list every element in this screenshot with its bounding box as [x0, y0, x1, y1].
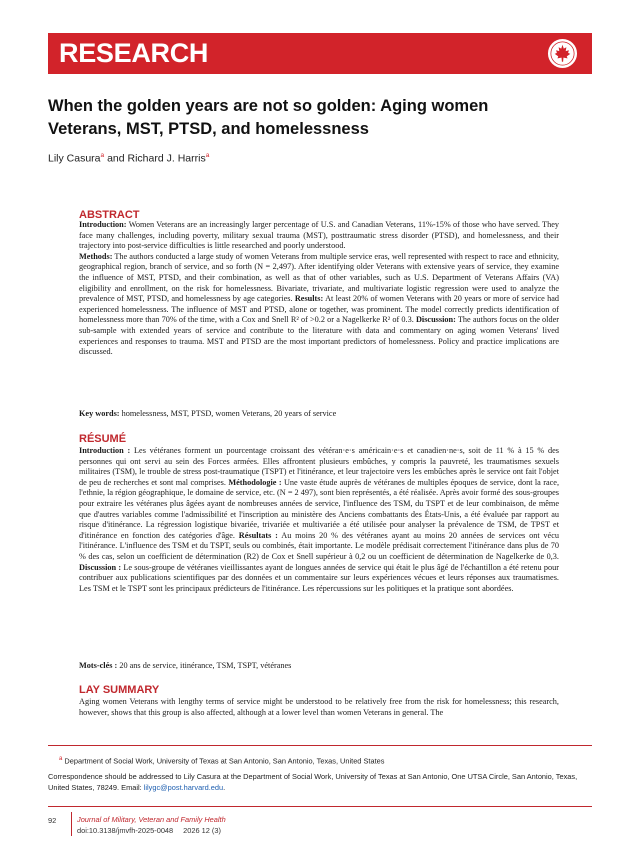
correspondence-note [48, 772, 598, 793]
footer-vertical-rule [71, 812, 72, 836]
author-name: Lily Casura [48, 152, 101, 165]
maple-leaf-logo-icon [547, 38, 578, 69]
mots-cles-label: Mots-clés : [79, 661, 118, 670]
abstract-methods: The authors conducted a large study of women Veterans from multiple service eras, well represented with respect to race and ethnicity, geographical region, branch of service, and so forth (N = 2,497). After identifying older Veterans with extensive years of service, they examine the influence of MST, PTSD, and their combination, as well as that of other variables, such as U.S. Department of Veterans Affairs (VA) eligibility and enrollment, on the risk for homelessness. Bivariate, trivariate, and multivariate logistic regression were used to analyze the prevalence of MST, PTSD, and homelessness by age categories. [79, 251, 559, 304]
abstract-keywords [79, 409, 336, 418]
abstract-methods-label: Methods: [79, 251, 113, 261]
resume-heading: RÉSUMÉ [79, 433, 127, 445]
footnote-marker: a [59, 756, 63, 762]
resume-results-label: Résultats : [238, 530, 278, 540]
abstract-heading: ABSTRACT [79, 209, 140, 221]
resume-results: Au moins 20 % des vétéranes ayant au moins 20 années de services ont vécu l'itinérance. L'influence des TSM et du TSPT, seuls ou combinés, était importante. Le modèle prédisait correctement l'itinérance dans plus de 70 % des cas, selon un coefficient de détermination (R2) de Cox et Snell supérieur à 0,2 ou un coefficient de détermination de Nagelkerke de 0,3. [79, 530, 559, 561]
doi-text[interactable]: doi:10.3138/jmvfh-2025-0048 [77, 826, 174, 835]
author-joiner: and [104, 152, 128, 165]
lay-summary-text: Aging women Veterans with lengthy terms of service might be understood to be relatively free from the risk for homelessness; this research, however, shows that this group is also affected, although at a lower level than women Veterans in general. The [79, 697, 559, 717]
issue-text: 2026 12 (3) [183, 826, 221, 835]
abstract-results: At least 20% of women Veterans with 20 years or more of service had experienced homelessness. The influence of MST and PTSD, alone or together, was prominent. The model correctly predicts identification of homelessness more than 70% of the time, with a Cox and Snell R² of >0.2 or a Nagelkerke R² of 0.3. [79, 294, 559, 325]
resume-discussion-label: Discussion : [79, 562, 122, 572]
footnote-divider [48, 745, 592, 746]
keywords-text: homelessness, MST, PTSD, women Veterans, 20 years of service [119, 409, 337, 418]
abstract-discussion: The authors focus on the older sub-sample with extended years of service and contribute to the literature with data and commentary on aging women Veterans' lived experiences and responses to trauma. MST and PTSD are the most important predictors of homelessness. Policy and practice implications are discussed. [79, 315, 559, 357]
abstract-text [79, 220, 559, 358]
email-link[interactable]: lilygc@post.harvard.edu [143, 782, 224, 792]
author-list [48, 152, 209, 165]
resume-method: Une vaste étude auprès de vétéranes de multiples époques de service, dont la race, l'ethnie, la région géographique, le domaine de service, etc. (N = 2 497), sont bien représentés, a été réalisée. Après avoir formé des sous-groupes pour extraire les vétéranes plus âgées ayant de nombreuses années de service, l'influence des TSM, du TSPT et de leur combinaison, de même que d'autres variables comme l'admissibilité et l'inscription au ministère des Anciens combattants des États-Unis, a été évaluée par rapport au risque d'itinérance. La régression logistique bivariée, trivariée et multivariée a été utilisée pour analyser la prévalence de TSM, de TPST et d'itinérance en fonction des catégories d'âge. [79, 477, 560, 540]
affiliation-footnote [59, 756, 384, 765]
lay-summary-heading: LAY SUMMARY [79, 684, 160, 696]
affiliation-marker: a [205, 152, 210, 159]
resume-intro-label: Introduction : [79, 446, 131, 455]
resume-intro: Les vétéranes forment un pourcentage croissant des vétéran·e·s américain·e·s et canadien·ne·s, soit de 11 % à 15 % des personnes qui ont servi au sein des Forces armées. Elles affrontent plusieurs embûches, y compris la pauvreté, les traumatismes sexuels militaires (TSM), le trouble de stress post-traumatique (TSPT) et l'itinérance, et leur trajectoire vers les embûches après le service ont fait l'objet de peu de recherches et sont mal comprises. [79, 446, 559, 487]
mots-cles-text: 20 ans de service, itinérance, TSM, TSPT, vétéranes [117, 661, 292, 670]
abstract-intro: Women Veterans are an increasingly larger percentage of U.S. and Canadian Veterans, 11%-15% of those who have served. They face many challenges, including poverty, military sexual trauma (MST), posttraumatic stress disorder (PTSD), and homelessness, and their trajectory into post-service difficulties is little researched and poorly understood. [79, 220, 559, 251]
abstract-discussion-label: Discussion: [415, 315, 456, 325]
affiliation-marker: a [100, 152, 105, 159]
correspondence-text: Correspondence should be addressed to Lily Casura at the Department of Social Work, University of Texas at San Antonio, One UTSA Circle, San Antonio, Texas, United States, 78249. Email: [48, 772, 578, 792]
page-number: 92 [48, 816, 57, 825]
keywords-label: Key words: [79, 409, 120, 418]
journal-name: Journal of Military, Veteran and Family Health [77, 815, 226, 824]
doi-line [77, 826, 221, 835]
abstract-results-label: Results: [294, 294, 324, 304]
abstract-intro-label: Introduction: [79, 220, 127, 229]
author-name: Richard J. Harris [127, 152, 206, 165]
resume-discussion: Le sous-groupe de vétéranes vieillissantes ayant de longues années de service qui était le plus âgé de l'échantillon a été retenu pour contribuer aux publications scientifiques par des données et un commentaire sur leurs expériences vécues et leurs réponses aux traumatismes. Les TSM et le TSPT sont les principaux prédicteurs de l'itinérance. Les répercussions sur les politiques et la pratique sont abordées. [79, 562, 559, 593]
correspondence-end: . [223, 782, 226, 792]
resume-method-label: Méthodologie : [228, 477, 282, 487]
article-title: When the golden years are not so golden: Aging women Veterans, MST, PTSD, and homelessness [48, 97, 489, 138]
section-banner [48, 33, 592, 74]
resume-text [79, 446, 559, 594]
section-label: RESEARCH [59, 38, 209, 68]
footer-divider [48, 806, 592, 807]
resume-keywords [79, 661, 291, 670]
footnote-text: Department of Social Work, University of Texas at San Antonio, San Antonio, Texas, United States [64, 756, 385, 766]
